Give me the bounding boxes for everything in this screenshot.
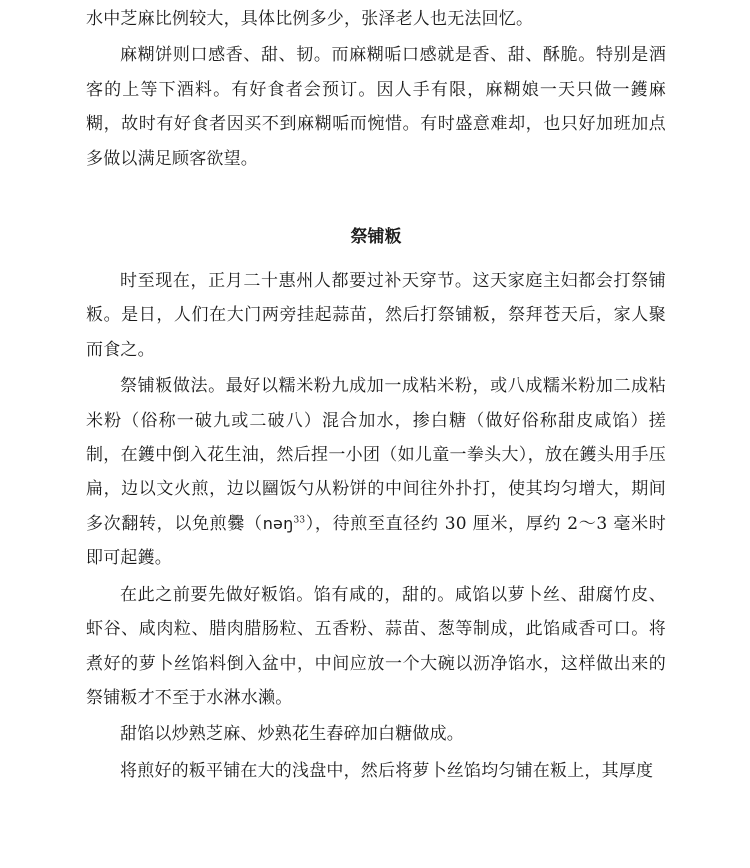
paragraph-method	[86, 369, 666, 575]
paragraph-assembly: 将煎好的粄平铺在大的浅盘中，然后将萝卜丝馅均匀铺在粄上，其厚度	[120, 760, 654, 781]
paragraph-text: ），待煎至直径约 30 厘米，厚约 2～3 毫米时即可起鑊。	[86, 513, 666, 569]
paragraph-mahu	[86, 38, 666, 176]
section-title: 祭铺粄	[350, 227, 402, 248]
document-page	[86, 0, 666, 788]
special-character: 㖃	[384, 45, 403, 66]
phonetic-notation: nəŋ	[262, 513, 294, 533]
paragraph-filling: 在此之前要先做好粄馅。馅有咸的，甜的。咸馅以萝卜丝、甜腐竹皮、虾谷、咸肉粒、腊肉腊肠粒、五香粉、蒜苗、葱等制成，此馅咸香可口。将煮好的萝卜丝馅料倒入盆中，中间应放一个大碗以沥净馅水，这样做出来的祭铺粄才不至于水淋水濑。	[86, 584, 666, 708]
paragraph-text: 口感就是香、甜、酥脆。特别是酒客的上等下酒料。有好食者会预订。因人手有限，麻糊娘一天只做一鑊麻糊，故时有好食者因买不到麻糊㖃而惋惜。有时盛意难却，也只好加班加点多做以满足顾客欲望。	[86, 45, 667, 169]
paragraph-text: 麻糊饼则口感香、甜、韧。而麻糊	[120, 45, 385, 66]
tone-number: 33	[293, 515, 306, 526]
paragraph-continuation: 水中芝麻比例较大，具体比例多少，张泽老人也无法回忆。	[86, 9, 534, 29]
paragraph-text: 祭铺粄做法。最好以糯米粉九成加一成粘米粉，或八成糯米粉加二成粘米粉（俗称一破九或二破八）混合加水，掺白糖（做好俗称甜皮咸馅）搓制，在鑊中倒入花生油，然后捏一小团（如儿童一拳头大），放在鑊头用手压扁，边以文火煎，边以圝饭勺从粉饼的中间往外扑打，使其均匀增大，期间多次翻转，以免煎爨（	[86, 376, 666, 534]
paragraph-festival: 时至现在，正月二十惠州人都要过补天穿节。这天家庭主妇都会打祭铺粄。是日，人们在大门两旁挂起蒜苗，然后打祭铺粄，祭拜苍天后，家人聚而食之。	[86, 271, 666, 360]
paragraph-sweet-filling: 甜馅以炒熟芝麻、炒熟花生舂碎加白糖做成。	[120, 724, 464, 745]
